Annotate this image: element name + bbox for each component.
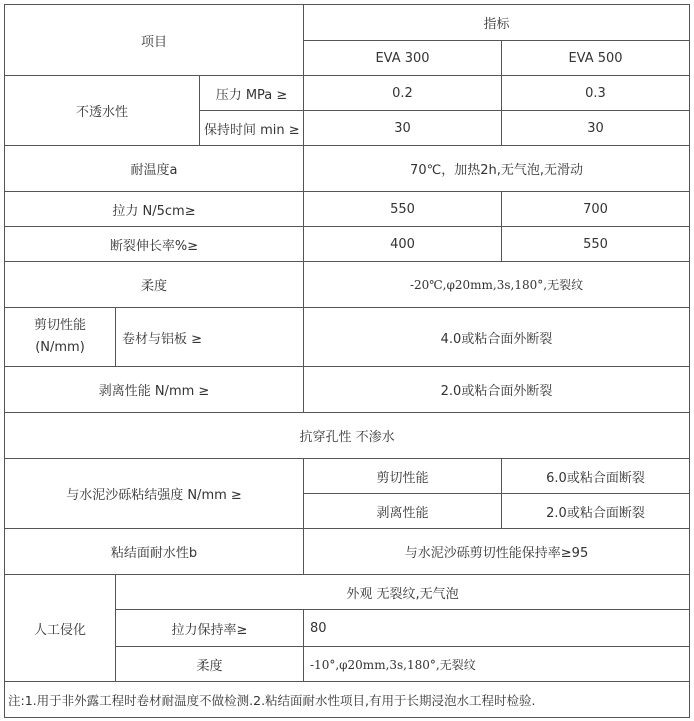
aging-label: 人工侵化 — [5, 575, 116, 682]
cement-bond-peel-value: 2.0或粘合面断裂 — [502, 494, 690, 529]
peel-label: 剥离性能 N/mm ≥ — [5, 367, 304, 413]
aging-tensile-label: 拉力保持率≥ — [116, 610, 304, 647]
elongation-eva500: 550 — [502, 227, 690, 262]
heat-resistance-value: 70℃，加热2h,无气泡,无滑动 — [304, 146, 690, 192]
impermeability-label: 不透水性 — [5, 76, 200, 146]
tensile-eva300: 550 — [304, 192, 502, 227]
pressure-eva300: 0.2 — [304, 76, 502, 111]
header-indicator: 指标 — [304, 5, 690, 41]
puncture-resistance: 抗穿孔性 不渗水 — [5, 413, 690, 459]
hold-time-label: 保持时间 min ≥ — [200, 111, 304, 146]
hold-time-eva300: 30 — [304, 111, 502, 146]
aging-tensile-value: 80 — [304, 610, 690, 647]
flexibility-label: 柔度 — [5, 262, 304, 308]
cement-bond-shear-label: 剪切性能 — [304, 459, 502, 494]
shear-sub-label: 卷材与铝板 ≥ — [116, 308, 304, 367]
spec-table — [4, 4, 690, 718]
header-eva500: EVA 500 — [502, 41, 690, 76]
aging-appearance: 外观 无裂纹,无气泡 — [116, 575, 690, 610]
tensile-eva500: 700 — [502, 192, 690, 227]
elongation-label: 断裂伸长率%≥ — [5, 227, 304, 262]
shear-value: 4.0或粘合面外断裂 — [304, 308, 690, 367]
bond-water-label: 粘结面耐水性b — [5, 529, 304, 575]
shear-label: 剪切性能 (N/mm) — [5, 308, 116, 367]
cement-bond-shear-value: 6.0或粘合面断裂 — [502, 459, 690, 494]
heat-resistance-label: 耐温度a — [5, 146, 304, 192]
header-item: 项目 — [5, 5, 304, 76]
hold-time-eva500: 30 — [502, 111, 690, 146]
aging-flex-value: -10°,φ20mm,3s,180°,无裂纹 — [304, 647, 690, 682]
cement-bond-peel-label: 剥离性能 — [304, 494, 502, 529]
footnote: 注:1.用于非外露工程时卷材耐温度不做检测.2.粘结面耐水性项目,有用于长期浸泡水工程时检验. — [5, 682, 690, 718]
header-eva300: EVA 300 — [304, 41, 502, 76]
cement-bond-label: 与水泥沙砾粘结强度 N/mm ≥ — [5, 459, 304, 529]
peel-value: 2.0或粘合面外断裂 — [304, 367, 690, 413]
pressure-label: 压力 MPa ≥ — [200, 76, 304, 111]
bond-water-value: 与水泥沙砾剪切性能保持率≥95 — [304, 529, 690, 575]
flexibility-value: -20℃,φ20mm,3s,180°,无裂纹 — [304, 262, 690, 308]
aging-flex-label: 柔度 — [116, 647, 304, 682]
elongation-eva300: 400 — [304, 227, 502, 262]
pressure-eva500: 0.3 — [502, 76, 690, 111]
tensile-label: 拉力 N/5cm≥ — [5, 192, 304, 227]
